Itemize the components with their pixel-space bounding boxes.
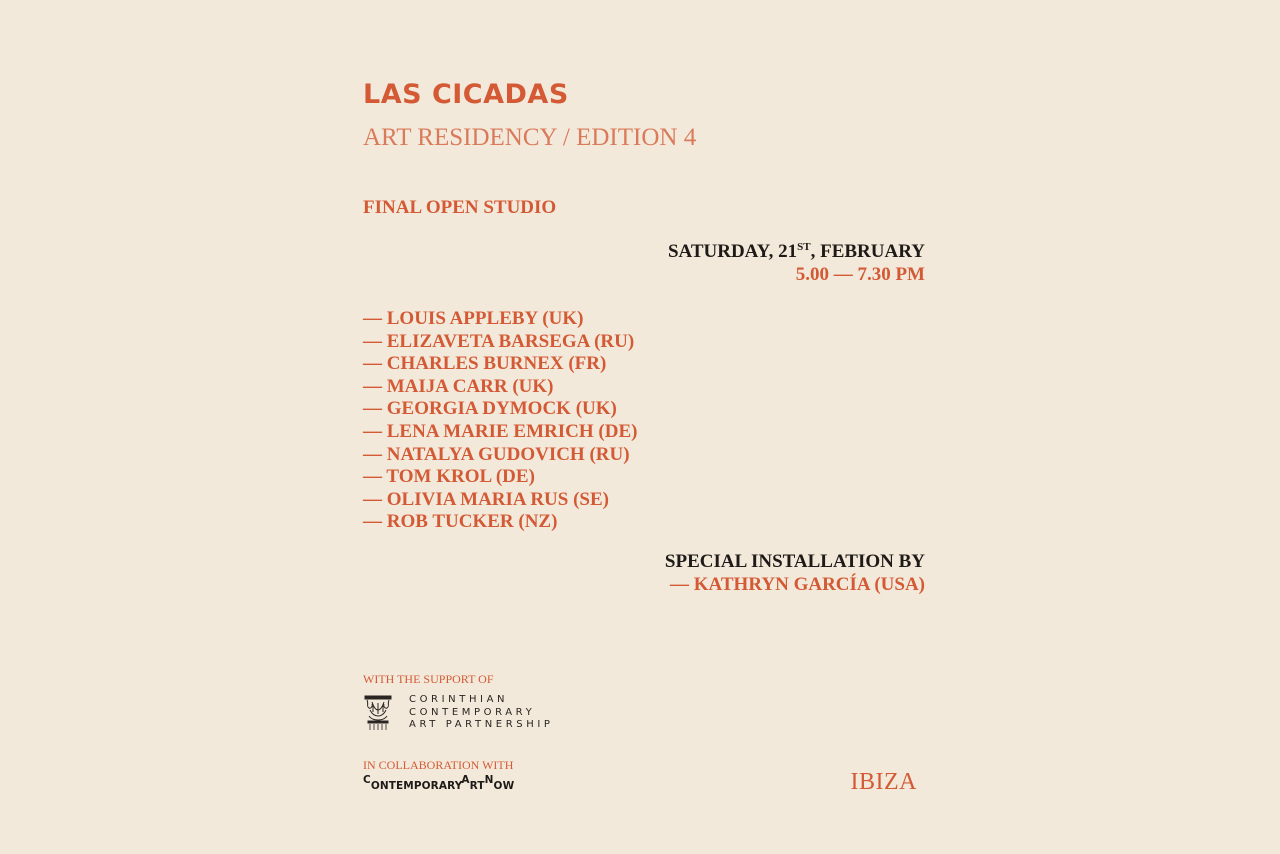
event-datetime bbox=[668, 240, 925, 286]
special-installation bbox=[665, 550, 925, 596]
sponsor-logo-block bbox=[363, 694, 554, 732]
artist-item: — ELIZAVETA BARSEGA (RU) bbox=[363, 330, 635, 352]
event-date-month: , FEBRUARY bbox=[810, 241, 925, 262]
sponsor-name-line: CORINTHIAN bbox=[409, 694, 509, 706]
artist-item: — OLIVIA MARIA RUS (SE) bbox=[363, 488, 609, 510]
special-installation-artist: — KATHRYN GARCÍA (USA) bbox=[670, 574, 925, 595]
corinthian-capital-icon bbox=[363, 694, 393, 732]
artist-item: — LENA MARIE EMRICH (DE) bbox=[363, 420, 638, 442]
event-date-ordinal: ST bbox=[797, 241, 811, 253]
artist-list bbox=[363, 308, 637, 534]
sponsor-name-line: ART PARTNERSHIP bbox=[409, 719, 554, 731]
artist-item: — CHARLES BURNEX (FR) bbox=[363, 353, 607, 375]
artist-item: — LOUIS APPLEBY (UK) bbox=[363, 308, 584, 329]
sponsor-name-line: CONTEMPORARY bbox=[409, 706, 536, 718]
artist-item: — TOM KROL (DE) bbox=[363, 466, 535, 488]
artist-item: — NATALYA GUDOVICH (RU) bbox=[363, 443, 630, 465]
artist-item: — GEORGIA DYMOCK (UK) bbox=[363, 398, 617, 420]
collaboration-logo bbox=[363, 774, 515, 792]
event-time: 5.00 — 7.30 PM bbox=[795, 264, 925, 285]
event-date bbox=[668, 240, 925, 263]
collaboration-label: IN COLLABORATION WITH bbox=[363, 758, 514, 772]
poster-subtitle: ART RESIDENCY / EDITION 4 bbox=[363, 124, 697, 151]
event-date-day: SATURDAY, 21 bbox=[667, 241, 798, 262]
support-label: WITH THE SUPPORT OF bbox=[363, 672, 494, 686]
artist-item: — MAIJA CARR (UK) bbox=[363, 375, 554, 397]
special-installation-heading: SPECIAL INSTALLATION BY bbox=[664, 551, 925, 572]
sponsor-name bbox=[409, 694, 554, 732]
location-label: IBIZA bbox=[850, 769, 917, 795]
artist-item: — ROB TUCKER (NZ) bbox=[363, 511, 558, 533]
collaboration-logo-text: CONTEMPORARYARTNOW bbox=[363, 774, 515, 792]
poster-title: LAS CICADAS bbox=[363, 79, 569, 110]
event-name: FINAL OPEN STUDIO bbox=[363, 197, 557, 218]
